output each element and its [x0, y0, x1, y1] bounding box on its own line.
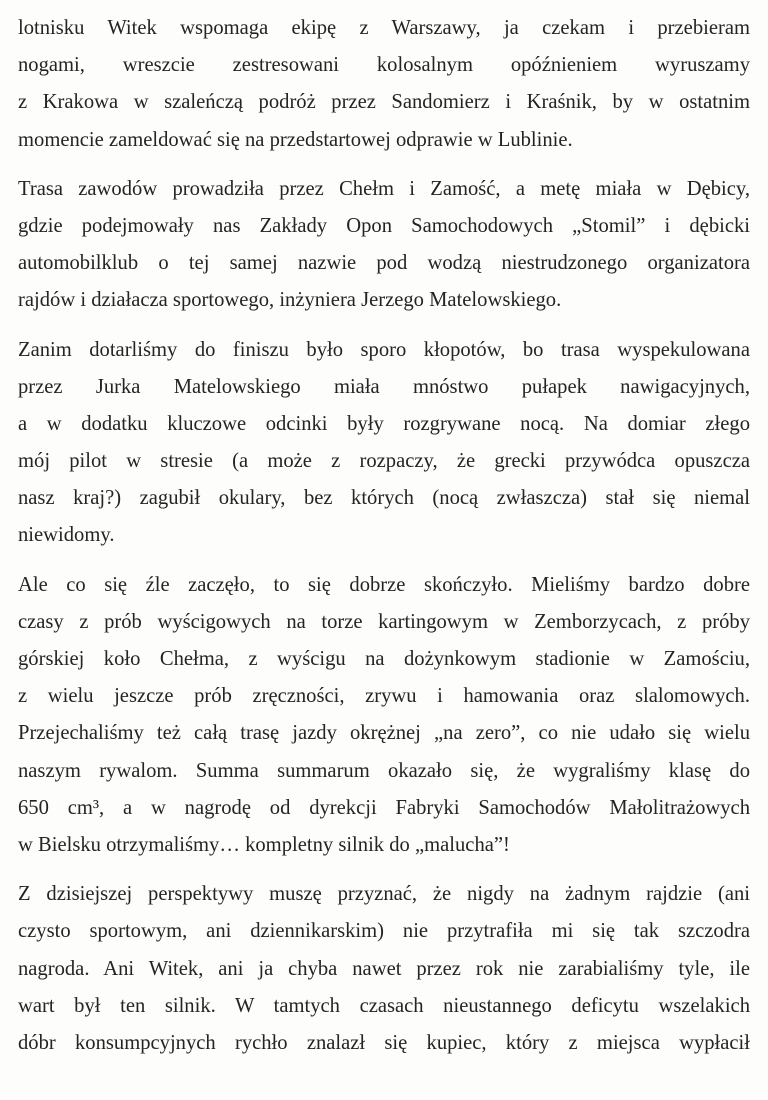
text-line: rajdów i działacza sportowego, inżyniera Jerzego Matelowskiego. — [18, 289, 562, 312]
paragraph-gap — [18, 864, 750, 876]
text-line: a w dodatku kluczowe odcinki były rozgrywane nocą. Na domiar złego — [18, 412, 750, 435]
paragraph-2 — [18, 171, 750, 320]
text-line: mój pilot w stresie (a może z rozpaczy, że grecki przywódca opuszcza — [18, 450, 750, 473]
paragraph-gap — [18, 320, 750, 332]
text-line: z wielu jeszcze prób zręczności, zrywu i hamowania oraz slalomowych. — [18, 685, 750, 708]
text-line: naszym rywalom. Summa summarum okazało się, że wygraliśmy klasę do — [18, 759, 750, 782]
text-line: czasy z prób wyścigowych na torze kartingowym w Zemborzycach, z próby — [18, 610, 750, 633]
text-line: lotnisku Witek wspomaga ekipę z Warszawy, ja czekam i przebieram — [18, 17, 750, 39]
text-line: Ale co się źle zaczęło, to się dobrze skończyło. Mieliśmy bardzo dobre — [18, 573, 750, 596]
text-line: momencie zameldować się na przedstartowej odprawie w Lublinie. — [18, 128, 573, 151]
text-line: z Krakowa w szaleńczą podróż przez Sandomierz i Kraśnik, by w ostatnim — [18, 91, 750, 114]
paragraph-4 — [18, 567, 750, 865]
text-line: nogami, wreszcie zestresowani kolosalnym opóźnieniem wyruszamy — [18, 54, 750, 77]
text-line: automobilklub o tej samej nazwie pod wodzą niestrudzonego organizatora — [18, 252, 750, 275]
paragraph-1 — [18, 10, 750, 159]
text-line: 650 cm³, a w nagrodę od dyrekcji Fabryki Samochodów Małolitrażowych — [18, 796, 750, 819]
text-line: Trasa zawodów prowadziła przez Chełm i Zamość, a metę miała w Dębicy, — [18, 177, 750, 200]
text-line: Zanim dotarliśmy do finiszu było sporo kłopotów, bo trasa wyspekulowana — [18, 338, 750, 361]
text-line: Z dzisiejszej perspektywy muszę przyznać, że nigdy na żadnym rajdzie (ani — [18, 883, 750, 906]
text-line: czysto sportowym, ani dziennikarskim) nie przytrafiła mi się tak szczodra — [18, 920, 750, 943]
text-line: dóbr konsumpcyjnych rychło znalazł się kupiec, który z miejsca wypłacił — [18, 1031, 750, 1054]
text-line: w Bielsku otrzymaliśmy… kompletny silnik do „malucha”! — [18, 833, 510, 856]
text-line: wart był ten silnik. W tamtych czasach nieustannego deficytu wszelakich — [18, 994, 750, 1017]
paragraph-gap — [18, 159, 750, 171]
text-line: Przejechaliśmy też całą trasę jazdy okrężnej „na zero”, co nie udało się wielu — [18, 722, 750, 745]
paragraph-gap — [18, 555, 750, 567]
paragraph-5 — [18, 876, 750, 1062]
text-line: nagroda. Ani Witek, ani ja chyba nawet przez rok nie zarabialiśmy tyle, ile — [18, 957, 750, 980]
text-line: przez Jurka Matelowskiego miała mnóstwo pułapek nawigacyjnych, — [18, 375, 750, 398]
text-line: gdzie podejmowały nas Zakłady Opon Samochodowych „Stomil” i dębicki — [18, 214, 750, 237]
text-line: nasz kraj?) zagubił okulary, bez których (nocą zwłaszcza) stał się niemal — [18, 487, 750, 510]
text-line: niewidomy. — [18, 524, 115, 547]
paragraph-3 — [18, 332, 750, 555]
body-text — [18, 10, 750, 1062]
text-line: górskiej koło Chełma, z wyścigu na dożynkowym stadionie w Zamościu, — [18, 648, 750, 670]
